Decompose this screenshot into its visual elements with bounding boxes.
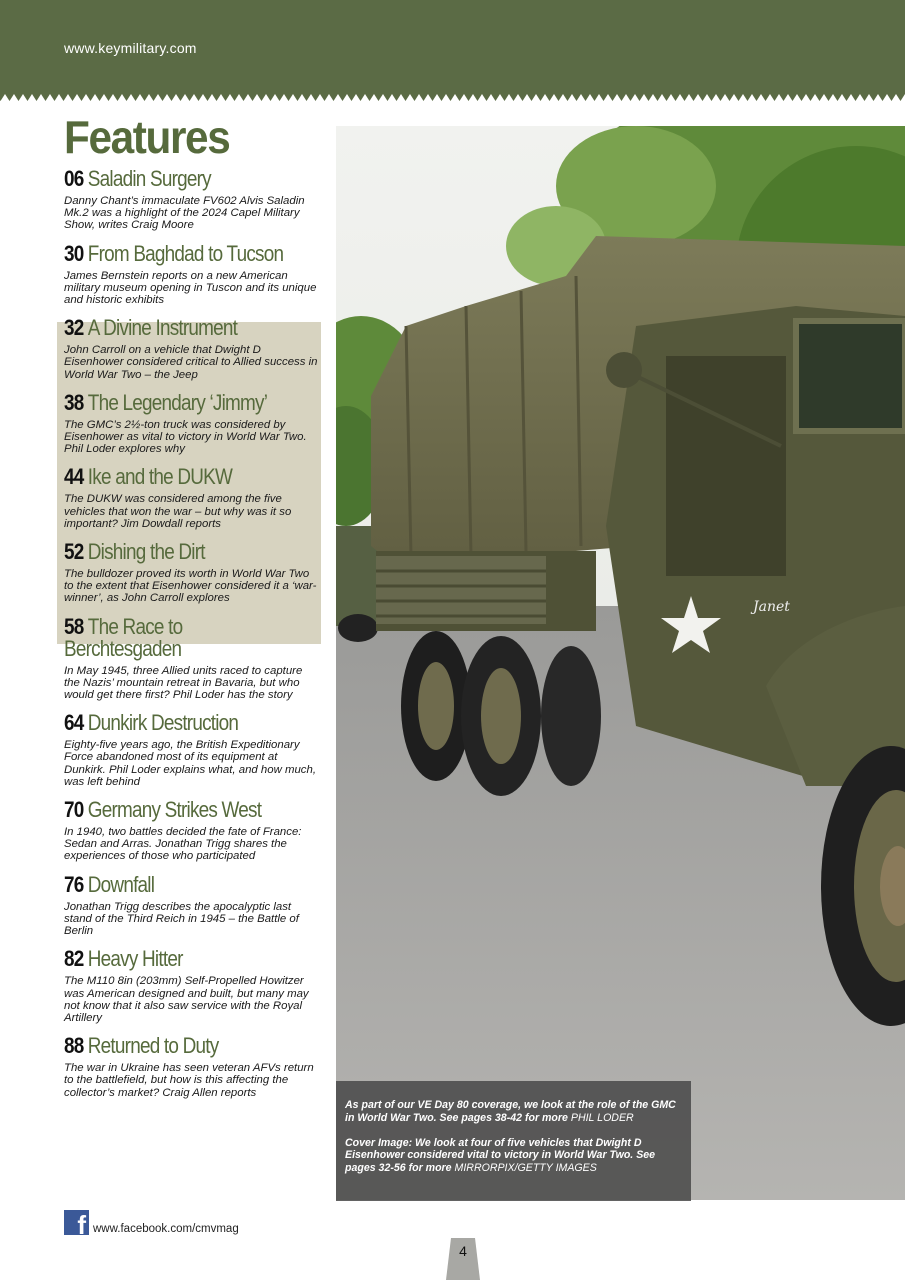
site-url[interactable]: www.keymilitary.com (64, 40, 197, 56)
entry-title: Saladin Surgery (87, 166, 211, 191)
facebook-url[interactable]: www.facebook.com/cmvmag (93, 1223, 239, 1235)
truck-photo (336, 126, 905, 1200)
entry-title: A Divine Instrument (87, 315, 238, 341)
page-number: 32 (64, 315, 84, 341)
entry-description: In May 1945, three Allied units raced to capture the Nazis’ mountain retreat in Bavaria, but who would get there first? Phil Loder has the story (64, 664, 303, 702)
toc-entry[interactable] (64, 389, 319, 456)
page-number: 30 (64, 240, 84, 266)
entry-description: The M110 8in (203mm) Self-Propelled Howitzer was American designed and built, but many may not know that it also saw service with the Royal Artillery (64, 975, 309, 1024)
toc-entry[interactable] (64, 317, 319, 381)
toc-entry[interactable] (64, 712, 319, 788)
toc-entry[interactable] (64, 871, 319, 938)
photo-caption (336, 1081, 691, 1201)
entry-title: Dishing the Dirt (87, 539, 205, 565)
page-number: 06 (64, 166, 84, 191)
page-number: 58 (64, 613, 84, 639)
toc-entry[interactable] (64, 541, 319, 605)
truck-name: Janet (753, 599, 790, 615)
page-number: 64 (64, 710, 84, 736)
entry-title: Downfall (87, 871, 155, 897)
page-number: 38 (64, 389, 84, 415)
entry-description: In 1940, two battles decided the fate of France: Sedan and Arras. Jonathan Trigg shares the experiences of those who participated (64, 826, 302, 863)
caption-credit-2: MIRRORPIX/GETTY IMAGES (454, 1162, 597, 1175)
entry-description: Jonathan Trigg describes the apocalyptic last stand of the Third Reich in 1945 – the Battle of Berlin (64, 900, 299, 938)
entry-title: Returned to Duty (87, 1033, 219, 1059)
toc-entry[interactable] (64, 168, 319, 232)
entry-description: The DUKW was considered among the five vehicles that won the war – but why was it so important? Jim Dowdall reports (64, 493, 292, 530)
page-number: 70 (64, 797, 84, 823)
entry-title: The Race to Berchtesgaden (64, 613, 183, 661)
entry-title: The Legendary ‘Jimmy’ (87, 389, 268, 415)
page-number-footer: 4 (459, 1243, 467, 1259)
entry-title: Dunkirk Destruction (87, 710, 239, 736)
facebook-icon[interactable]: f (64, 1210, 89, 1235)
toc-entry[interactable] (64, 613, 319, 702)
page-number: 88 (64, 1033, 84, 1059)
toc-entry[interactable] (64, 948, 319, 1024)
toc-entry[interactable] (64, 1035, 319, 1099)
entry-title: Germany Strikes West (87, 797, 262, 823)
caption-credit-1: PHIL LODER (570, 1111, 634, 1124)
toc-entry[interactable] (64, 799, 319, 863)
toc-entry[interactable] (64, 466, 319, 530)
caption-text-2: Cover Image: We look at four of five vehicles that Dwight D Eisenhower considered vital to victory in World War Two. See pages 32-56 for more (345, 1136, 656, 1175)
entry-description: The bulldozer proved its worth in World War Two to the extent that Eisenhower considered it a ‘war-winner’, as John Carroll explores (64, 568, 317, 605)
page-number: 82 (64, 946, 84, 972)
entry-description: Danny Chant’s immaculate FV602 Alvis Saladin Mk.2 was a highlight of the 2024 Capel Military Show, writes Craig Moore (64, 195, 305, 232)
facebook-link[interactable] (64, 1210, 239, 1240)
page-number: 52 (64, 539, 84, 565)
entry-description: John Carroll on a vehicle that Dwight D Eisenhower considered critical to Allied success in World War Two – the Jeep (64, 344, 318, 381)
entry-title: From Baghdad to Tucson (87, 240, 284, 266)
entry-title: Ike and the DUKW (87, 464, 233, 490)
truck-illustration (336, 126, 905, 1200)
header-band (0, 0, 905, 90)
entry-title: Heavy Hitter (87, 946, 183, 972)
entry-description: The war in Ukraine has seen veteran AFVs return to the battlefield, but how is this affecting the collector’s market? Craig Allen reports (64, 1062, 314, 1099)
page-number: 76 (64, 871, 84, 897)
contents-list (64, 168, 319, 1110)
page-number: 44 (64, 464, 84, 490)
entry-description: The GMC’s 2½-ton truck was considered by Eisenhower as vital to victory in World War Two. Phil Loder explores why (64, 418, 307, 456)
torn-edge (0, 88, 905, 104)
toc-entry[interactable] (64, 240, 319, 307)
page-title: Features (64, 111, 230, 163)
entry-description: Eighty-five years ago, the British Expeditionary Force abandoned most of its equipment at Dunkirk. Phil Loder explains what, and how much, was left behind (64, 739, 316, 788)
entry-description: James Bernstein reports on a new American military museum opening in Tuscon and its unique and historic exhibits (64, 269, 317, 307)
caption-text-1: As part of our VE Day 80 coverage, we look at the role of the GMC in World War Two. See pages 38-42 for more (345, 1099, 676, 1124)
